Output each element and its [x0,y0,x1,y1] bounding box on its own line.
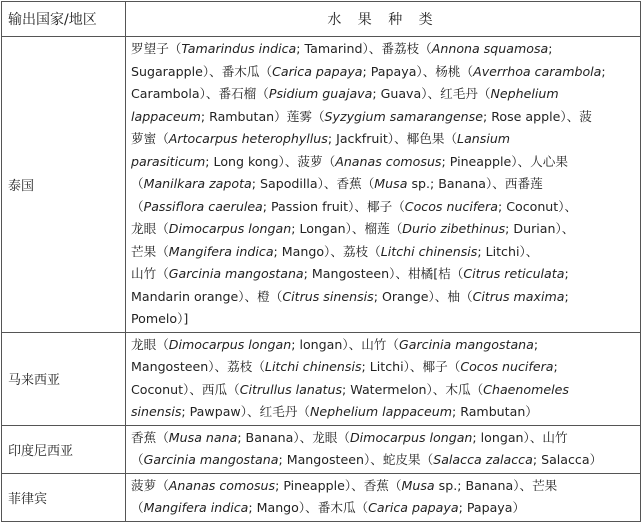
fruit-list-line: 菠萝（Ananas comosus; Pineapple）、香蕉（Musa sp.; Banana）、芒果 [131,477,558,493]
fruit-list-line: 萝蜜（Artocarpus heterophyllus; Jackfruit）、椰色果（Lansium [131,131,511,146]
scientific-name: Mangifera indica [168,243,274,259]
fruit-list-line: sinensis; Pawpaw）、红毛丹（Nephelium lappaceum; Rambutan） [131,404,538,419]
fruit-list-line: 龙眼（Dimocarpus longan; longan）、山竹（Garcinia mangostana; [131,336,539,352]
fruit-list-line: Mangosteen）、荔枝（Litchi chinensis; Litchi）、椰子（Cocos nucifera; [131,359,558,374]
scientific-name: Dimocarpus longan [168,336,292,352]
scientific-name: Musa [401,477,435,493]
fruit-list-line: 龙眼（Dimocarpus longan; Longan）、榴莲（Durio zibethinus; Durian）、 [131,221,575,236]
scientific-name: Manilkara zapota [143,176,252,191]
fruit-list-line: （Mangifera indica; Mango）、番木瓜（Carica papaya; Papaya） [131,500,526,515]
scientific-name: Dimocarpus longan [349,429,473,445]
scientific-name: sinensis [131,404,182,419]
table-row [2,332,641,425]
scientific-name: Citrus sinensis [282,288,374,304]
fruit-list-line: 香蕉（Musa nana; Banana）、龙眼（Dimocarpus longan; longan）、山竹 [131,429,568,445]
fruit-list-line: （Passiflora caerulea; Passion fruit）、椰子（Cocos nucifera; Coconut）、 [131,198,578,214]
scientific-name: Citrus reticulata [463,266,565,281]
table-row [2,473,641,521]
fruit-list-line: Mandarin orange）、橙（Citrus sinensis; Orange）、柚（Citrus maxima; [131,288,569,304]
scientific-name: Passiflora caerulea [143,198,263,214]
scientific-name: Nephelium lappaceum [309,404,452,419]
scientific-name: Artocarpus heterophyllus [168,131,328,146]
fruit-list-line: （Garcinia mangostana; Mangosteen）、蛇皮果（Salacca zalacca; Salacca） [131,452,603,467]
fruit-list-line: Coconut）、西瓜（Citrullus lanatus; Watermelon）、木瓜（Chaenomeles [131,381,569,397]
fruit-list-line: 山竹（Garcinia mangostana; Mangosteen）、柑橘[桔（Citrus reticulata; [131,266,569,281]
scientific-name: Garcinia mangostana [143,452,279,467]
fruit-list-line: Sugarapple）、番木瓜（Carica papaya; Papaya）、杨桃（Averrhoa carambola; [131,63,606,79]
country-cell: 马来西亚 [2,332,126,425]
fruit-list-cell [126,37,641,333]
fruit-list-line: parasiticum; Long kong）、菠萝（Ananas comosus; Pineapple）、人心果 [131,153,568,169]
fruit-list-cell [126,332,641,425]
table-row [2,425,641,473]
scientific-name: Carica papaya [272,63,363,79]
scientific-name: Psidium guajava [268,86,373,101]
scientific-name: Musa nana [168,429,238,445]
fruit-list-line: （Manilkara zapota; Sapodilla）、香蕉（Musa sp.; Banana）、西番莲 [131,176,543,191]
scientific-name: Garcinia mangostana [168,266,304,281]
scientific-name: Nephelium [490,86,559,101]
scientific-name: Tamarindus indica [181,41,297,56]
fruit-list-line: Pomelo）] [131,311,189,326]
table-header-row [2,2,641,37]
scientific-name: Annona squamosa [431,41,549,56]
scientific-name: Cocos nucifera [460,359,554,374]
scientific-name: Cocos nucifera [404,198,498,214]
country-cell: 泰国 [2,37,126,333]
table-row [2,37,641,333]
scientific-name: Mangifera indica [143,500,249,515]
scientific-name: Litchi chinensis [264,359,362,374]
scientific-name: Dimocarpus longan [168,221,292,236]
scientific-name: Musa [374,176,408,191]
scientific-name: Litchi chinensis [380,243,478,259]
fruit-list-line: lappaceum; Rambutan）莲雾（Syzygium samarangense; Rose apple）、菠 [131,108,592,124]
header-country: 输出国家/地区 [2,2,126,37]
fruit-list-line: 罗望子（Tamarindus indica; Tamarind）、番荔枝（Annona squamosa; [131,41,553,56]
scientific-name: Garcinia mangostana [399,336,534,352]
header-fruit-types: 水 果 种 类 [126,2,641,37]
scientific-name: Ananas comosus [335,153,442,169]
scientific-name: Salacca zalacca [433,452,533,467]
scientific-name: Lansium [457,131,511,146]
fruit-import-table [1,1,641,522]
scientific-name: Citrullus lanatus [239,381,343,397]
fruit-list-cell [126,425,641,473]
scientific-name: Averrhoa carambola [473,63,602,79]
scientific-name: Syzygium samarangense [324,108,483,124]
table-body [2,37,641,522]
scientific-name: parasiticum [131,153,206,169]
scientific-name: Ananas comosus [168,477,276,493]
scientific-name: Carica papaya [368,500,459,515]
fruit-list-line: Carambola）、番石榴（Psidium guajava; Guava）、红毛丹（Nephelium [131,86,559,101]
scientific-name: Chaenomeles [483,381,569,397]
scientific-name: lappaceum [131,108,201,124]
fruit-list-line: 芒果（Mangifera indica; Mango）、荔枝（Litchi chinensis; Litchi）、 [131,243,539,259]
country-cell: 菲律宾 [2,473,126,521]
fruit-list-cell [126,473,641,521]
scientific-name: Citrus maxima [472,288,565,304]
scientific-name: Durio zibethinus [402,221,506,236]
country-cell: 印度尼西亚 [2,425,126,473]
